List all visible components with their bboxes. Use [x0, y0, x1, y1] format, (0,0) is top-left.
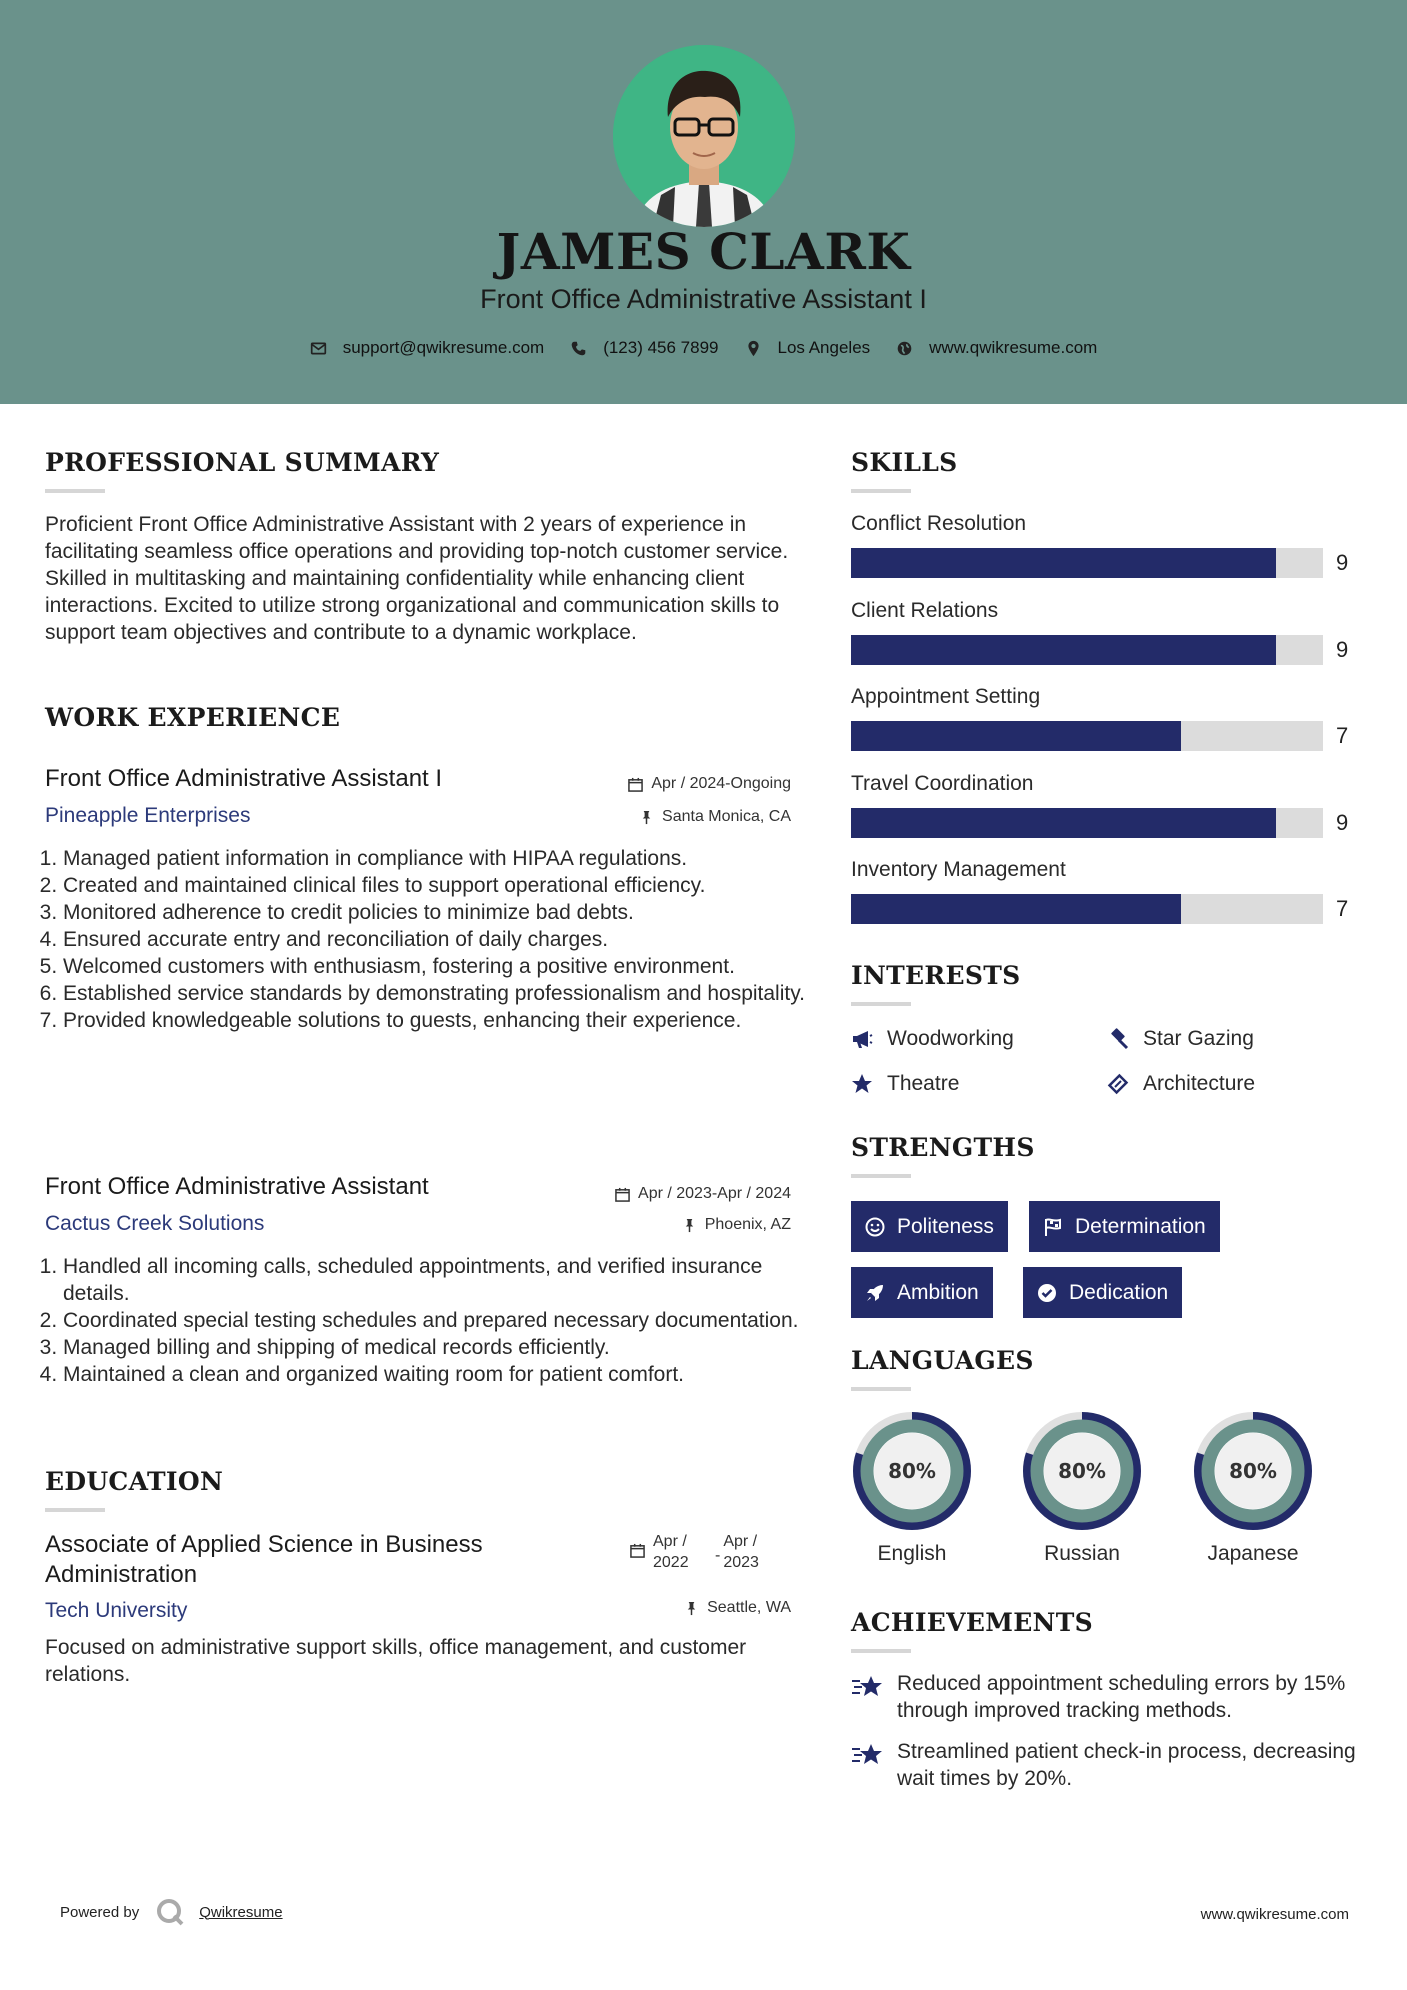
- education-dates: [630, 1531, 771, 1573]
- qwikresume-logo-icon: [155, 1897, 185, 1927]
- skill-bar-track: [851, 635, 1323, 665]
- map-pin-icon: [745, 340, 762, 357]
- pushpin-icon: [684, 1601, 699, 1616]
- calendar-icon: [628, 777, 643, 792]
- globe-icon: [896, 340, 913, 357]
- strength-badge: Determination: [1029, 1201, 1220, 1252]
- list-item: 1. Handled all incoming calls, scheduled appointments, and verified insurance details.: [63, 1253, 805, 1307]
- education-end: Apr / 2023: [723, 1533, 759, 1571]
- contact-bar: [0, 338, 1407, 358]
- date-separator: -: [715, 1547, 721, 1564]
- language-name: English: [877, 1542, 947, 1565]
- achievements-heading: ACHIEVEMENTS: [851, 1608, 1093, 1637]
- pushpin-icon: [639, 810, 654, 825]
- contact-phone[interactable]: (123) 456 7899: [570, 338, 718, 358]
- pushpin-icon: [682, 1218, 697, 1233]
- language-percent: 80%: [888, 1459, 936, 1483]
- skill-bar-track: [851, 548, 1323, 578]
- language-ring: [1021, 1410, 1143, 1566]
- language-name: Russian: [1044, 1542, 1120, 1565]
- skill-bar-fill: [851, 635, 1276, 665]
- strengths-heading: STRENGTHS: [851, 1133, 1035, 1162]
- section-divider: [851, 1002, 911, 1006]
- resume-header: [0, 0, 1407, 404]
- footer-website[interactable]: www.qwikresume.com: [1200, 1906, 1349, 1923]
- job-title: Front Office Administrative Assistant I: [45, 765, 443, 792]
- calendar-icon: [630, 1543, 645, 1558]
- languages-heading: LANGUAGES: [851, 1346, 1034, 1375]
- skill-bar-fill: [851, 808, 1276, 838]
- skill-value: 9: [1336, 637, 1349, 662]
- job-location: Santa Monica, CA: [639, 808, 791, 826]
- job-location: Phoenix, AZ: [682, 1216, 791, 1234]
- interest-item: Theatre: [851, 1072, 959, 1096]
- star-icon: [851, 1073, 873, 1095]
- summary-heading: PROFESSIONAL SUMMARY: [45, 448, 440, 477]
- check-circle-icon: [1037, 1283, 1057, 1303]
- list-item: 4. Ensured accurate entry and reconciliation of daily charges.: [63, 926, 805, 953]
- job-dates: Apr / 2023-Apr / 2024: [615, 1185, 791, 1203]
- list-item: 7. Provided knowledgeable solutions to guests, enhancing their experience.: [63, 1007, 805, 1034]
- footer-powered-by: Powered by Qwikresume: [60, 1897, 283, 1927]
- section-divider: [45, 1508, 105, 1512]
- language-progress-ring: [1192, 1410, 1314, 1532]
- section-divider: [851, 489, 911, 493]
- shooting-star-icon: [851, 1740, 885, 1768]
- list-item: 6. Established service standards by demonstrating professionalism and hospitality.: [63, 980, 805, 1007]
- contact-website[interactable]: www.qwikresume.com: [896, 338, 1097, 358]
- list-item: 4. Maintained a clean and organized waiting room for patient comfort.: [63, 1361, 805, 1388]
- skill-value: 7: [1336, 896, 1349, 921]
- language-ring: [851, 1410, 973, 1566]
- interest-item: Woodworking: [851, 1027, 1014, 1051]
- degree-title: Associate of Applied Science in Business Administration: [45, 1531, 483, 1588]
- skill-bar-track: [851, 808, 1323, 838]
- contact-location: Los Angeles: [745, 338, 871, 358]
- skill-bar-track: [851, 721, 1323, 751]
- list-item: 2. Coordinated special testing schedules and prepared necessary documentation.: [63, 1307, 805, 1334]
- list-item: 3. Managed billing and shipping of medical records efficiently.: [63, 1334, 805, 1361]
- skill-value: 9: [1336, 810, 1349, 835]
- smile-icon: [865, 1217, 885, 1237]
- profile-photo: [613, 45, 795, 227]
- list-item: 3. Monitored adherence to credit policies to minimize bad debts.: [63, 899, 805, 926]
- education-location: Seattle, WA: [684, 1599, 791, 1617]
- shooting-star-icon: [851, 1672, 885, 1700]
- skill-name: Appointment Setting: [851, 685, 1041, 708]
- language-progress-ring: [851, 1410, 973, 1532]
- section-divider: [45, 489, 105, 493]
- skill-bar-fill: [851, 894, 1181, 924]
- job-title: Front Office Administrative Assistant: [45, 1173, 429, 1200]
- school-name: Tech University: [45, 1599, 188, 1622]
- skill-value: 7: [1336, 723, 1349, 748]
- skill-name: Client Relations: [851, 599, 999, 622]
- skill-name: Inventory Management: [851, 858, 1066, 881]
- interest-item: Architecture: [1107, 1072, 1255, 1096]
- skill-bar-fill: [851, 721, 1181, 751]
- language-ring: [1192, 1410, 1314, 1566]
- interests-heading: INTERESTS: [851, 961, 1021, 990]
- job-duties: [45, 845, 805, 1034]
- section-divider: [851, 1174, 911, 1178]
- candidate-title: Front Office Administrative Assistant I: [480, 284, 927, 314]
- achievement-item: Streamlined patient check-in process, decreasing wait times by 20%.: [851, 1738, 1371, 1792]
- list-item: 1. Managed patient information in compliance with HIPAA regulations.: [63, 845, 805, 872]
- language-name: Japanese: [1207, 1542, 1299, 1565]
- work-heading: WORK EXPERIENCE: [45, 703, 341, 732]
- strength-badge: Politeness: [851, 1201, 1008, 1252]
- language-percent: 80%: [1229, 1459, 1277, 1483]
- footer-brand-link[interactable]: Qwikresume: [199, 1903, 283, 1921]
- contact-email[interactable]: support@qwikresume.com: [310, 338, 545, 358]
- strength-badge: Ambition: [851, 1267, 993, 1318]
- list-item: 5. Welcomed customers with enthusiasm, fostering a positive environment.: [63, 953, 805, 980]
- rocket-icon: [865, 1283, 885, 1303]
- section-divider: [851, 1387, 911, 1391]
- language-percent: 80%: [1058, 1459, 1106, 1483]
- envelope-icon: [310, 340, 327, 357]
- gavel-icon: [1107, 1028, 1129, 1050]
- flag-icon: [1043, 1217, 1063, 1237]
- skill-value: 9: [1336, 550, 1349, 575]
- job-duties: [45, 1253, 805, 1388]
- skills-heading: SKILLS: [851, 448, 958, 477]
- skill-name: Conflict Resolution: [851, 512, 1027, 535]
- calendar-icon: [615, 1187, 630, 1202]
- achievement-item: Reduced appointment scheduling errors by 15% through improved tracking methods.: [851, 1670, 1371, 1724]
- phone-icon: [570, 340, 587, 357]
- education-heading: EDUCATION: [45, 1467, 224, 1496]
- education-description: Focused on administrative support skills, office management, and customer relations.: [45, 1636, 747, 1686]
- summary-text: Proficient Front Office Administrative Assistant with 2 years of experience in facilitating seamless office operations and providing top-notch customer service. Skilled in multitasking and maintaining confidentiality while enhancing client interactions. Excited to utilize strong organizational and communication skills to support team objectives and contribute to a dynamic workplace.: [45, 513, 789, 644]
- megaphone-icon: [851, 1028, 873, 1050]
- strength-badge: Dedication: [1023, 1267, 1182, 1318]
- company-name: Pineapple Enterprises: [45, 804, 251, 827]
- education-start: Apr / 2022: [653, 1533, 689, 1571]
- skill-bar-fill: [851, 548, 1276, 578]
- language-progress-ring: [1021, 1410, 1143, 1532]
- job-dates: Apr / 2024-Ongoing: [628, 775, 791, 793]
- company-name: Cactus Creek Solutions: [45, 1212, 265, 1235]
- ticket-icon: [1107, 1073, 1129, 1095]
- list-item: 2. Created and maintained clinical files to support operational efficiency.: [63, 872, 805, 899]
- candidate-name: JAMES CLARK: [496, 222, 911, 281]
- interest-item: Star Gazing: [1107, 1027, 1254, 1051]
- skill-name: Travel Coordination: [851, 772, 1034, 795]
- section-divider: [851, 1649, 911, 1653]
- skill-bar-track: [851, 894, 1323, 924]
